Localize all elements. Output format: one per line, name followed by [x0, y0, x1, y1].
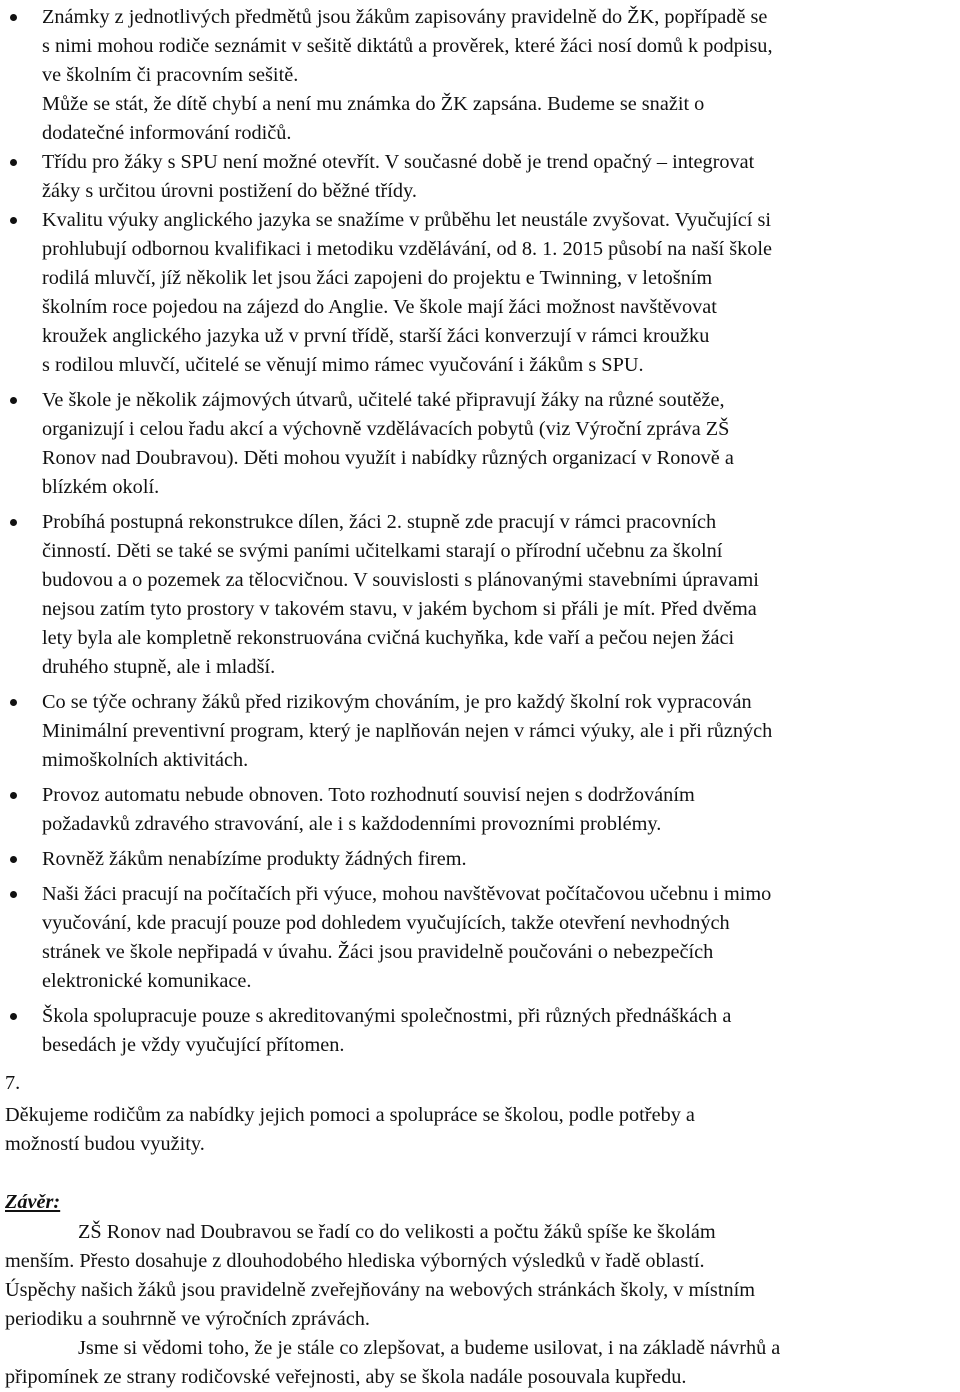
bullet-list	[0, 3, 960, 1066]
text-line: Kvalitu výuky anglického jazyka se snažíme v průběhu let neustále zvyšovat. Vyučující si	[42, 209, 771, 231]
list-item	[0, 880, 960, 996]
text-line: s nimi mohou rodiče seznámit v sešitě diktátů a prověrek, které žáci nosí domů k podpisu,	[42, 35, 773, 57]
text-line: ZŠ Ronov nad Doubravou se řadí co do velikosti a počtu žáků spíše ke školám	[78, 1221, 716, 1243]
list-item	[0, 206, 960, 380]
text-line: periodiku a souhrnně ve výročních zprávách.	[5, 1308, 370, 1330]
bullet-icon	[10, 519, 17, 526]
text-line: Naši žáci pracují na počítačích při výuce, mohou navštěvovat počítačovou učebnu i mimo	[42, 883, 772, 905]
bullet-icon	[10, 699, 17, 706]
text-line: Jsme si vědomi toho, že je stále co zlepšovat, a budeme usilovat, i na základě návrhů a	[78, 1337, 781, 1359]
text-line: elektronické komunikace.	[42, 970, 252, 992]
bullet-icon	[10, 1013, 17, 1020]
text-line: připomínek ze strany rodičovské veřejnosti, aby se škola nadále posouvala kupředu.	[5, 1366, 687, 1388]
list-item	[0, 508, 960, 682]
text-line: menším. Přesto dosahuje z dlouhodobého hlediska výborných výsledků v řadě oblastí.	[5, 1250, 705, 1272]
text-line: nejsou zatím tyto prostory v takovém stavu, v jakém bychom si přáli je mít. Před dvěma	[42, 598, 757, 620]
text-line: Ronov nad Doubravou). Děti mohou využít i nabídky různých organizací v Ronově a	[42, 447, 734, 469]
text-line: vyučování, kde pracují pouze pod dohledem vyučujících, takže otevření nevhodných	[42, 912, 730, 934]
text-line: žáky s určitou úrovni postižení do běžné třídy.	[42, 180, 417, 202]
text-line: Probíhá postupná rekonstrukce dílen, žáci 2. stupně zde pracují v rámci pracovních	[42, 511, 717, 533]
text-line: mimoškolních aktivitách.	[42, 749, 249, 771]
text-line: Minimální preventivní program, který je naplňován nejen v rámci výuky, ale i při různých	[42, 720, 773, 742]
text-line: besedách je vždy vyučující přítomen.	[42, 1034, 345, 1056]
text-line: blízkém okolí.	[42, 476, 160, 498]
text-line: Úspěchy našich žáků jsou pravidelně zveřejňovány na webových stránkách školy, v místním	[5, 1279, 756, 1301]
text-line: Ve škole je několik zájmových útvarů, učitelé také připravují žáky na různé soutěže,	[42, 389, 725, 411]
text-line: lety byla ale kompletně rekonstruována cvičná kuchyňka, kde vaří a pečou nejen žáci	[42, 627, 735, 649]
text-line: Známky z jednotlivých předmětů jsou žákům zapisovány pravidelně do ŽK, popřípadě se	[42, 6, 768, 28]
text-line: činností. Děti se také se svými paními učitelkami starají o přírodní učebnu za školní	[42, 540, 723, 562]
thanks-paragraph	[5, 1101, 950, 1159]
text-line: dodatečné informování rodičů.	[42, 122, 292, 144]
text-line: prohlubují odbornou kvalifikaci i metodiku vzdělávání, od 8. 1. 2015 působí na naší škole	[42, 238, 773, 260]
list-item	[0, 3, 960, 148]
bullet-icon	[10, 792, 17, 799]
text-line: Škola spolupracuje pouze s akreditovanými společnostmi, při různých přednáškách a	[42, 1005, 732, 1027]
list-item	[0, 688, 960, 775]
text-line: s rodilou mluvčí, učitelé se věnují mimo rámec vyučování i žákům s SPU.	[42, 354, 644, 376]
list-item	[0, 781, 960, 839]
list-item	[0, 386, 960, 502]
bullet-icon	[10, 159, 17, 166]
text-line: Děkujeme rodičům za nabídky jejich pomoci a spolupráce se školou, podle potřeby a	[5, 1104, 695, 1126]
text-line: druhého stupně, ale i mladší.	[42, 656, 276, 678]
text-line: Provoz automatu nebude obnoven. Toto rozhodnutí souvisí nejen s dodržováním	[42, 784, 695, 806]
text-line: požadavků zdravého stravování, ale i s každodenními provozními problémy.	[42, 813, 662, 835]
text-line: Třídu pro žáky s SPU není možné otevřít. V současné době je trend opačný – integrovat	[42, 151, 755, 173]
text-line: Může se stát, že dítě chybí a není mu známka do ŽK zapsána. Budeme se snažit o	[42, 93, 705, 115]
text-line: Rovněž žákům nenabízíme produkty žádných firem.	[42, 848, 467, 870]
section-number: 7.	[5, 1072, 21, 1094]
bullet-icon	[10, 891, 17, 898]
text-line: kroužek anglického jazyka už v první třídě, starší žáci konverzují v rámci kroužku	[42, 325, 710, 347]
text-line: organizují i celou řadu akcí a výchovně vzdělávacích pobytů (viz Výroční zpráva ZŠ	[42, 418, 730, 440]
bullet-icon	[10, 856, 17, 863]
list-item	[0, 1002, 960, 1060]
conclusion-heading: Závěr:	[5, 1191, 61, 1213]
list-item	[0, 845, 960, 874]
list-item	[0, 148, 960, 206]
text-line: Co se týče ochrany žáků před rizikovým chováním, je pro každý školní rok vypracován	[42, 691, 752, 713]
bullet-icon	[10, 14, 17, 21]
text-line: možností budou využity.	[5, 1133, 205, 1155]
text-line: rodilá mluvčí, jíž několik let jsou žáci zapojeni do projektu e Twinning, v letošním	[42, 267, 713, 289]
bullet-icon	[10, 397, 17, 404]
conclusion-paragraph	[5, 1334, 950, 1392]
text-line: stránek ve škole nepřipadá v úvahu. Žáci jsou pravidelně poučováni o nebezpečích	[42, 941, 714, 963]
bullet-icon	[10, 217, 17, 224]
conclusion-paragraph	[5, 1218, 950, 1334]
text-line: školním roce pojedou na zájezd do Anglie. Ve škole mají žáci možnost navštěvovat	[42, 296, 717, 318]
text-line: ve školním či pracovním sešitě.	[42, 64, 299, 86]
text-line: budovou a o pozemek za tělocvičnou. V souvislosti s plánovanými stavebními úpravami	[42, 569, 759, 591]
